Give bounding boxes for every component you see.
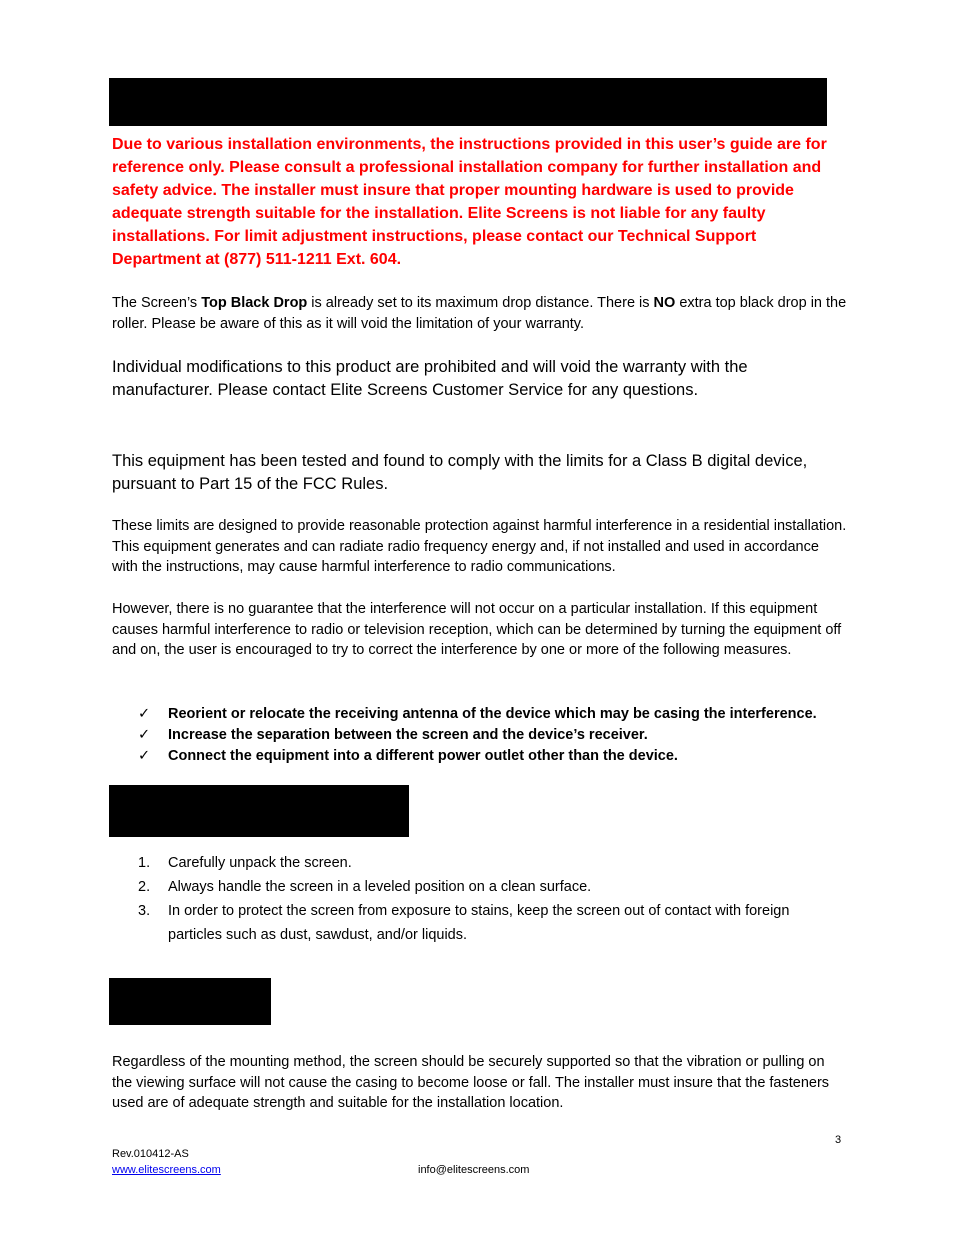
section-header-bar-3 [109, 978, 271, 1025]
guarantee-paragraph: However, there is no guarantee that the interference will not occur on a particular installation. If this equipment causes harmful interference to radio or television reception, which can be determined by turning the equipment off and on, the user is encouraged to try to correct the interference by one or more of the following measures. [112, 601, 842, 659]
measure-item [138, 704, 858, 725]
check-icon: ✓ [138, 748, 151, 764]
website-link[interactable]: www.elitescreens.com [112, 1164, 221, 1176]
top-drop-bold-2: NO [653, 295, 676, 311]
warning-paragraph: Due to various installation environments, the instructions provided in this user’s guide are for reference only. Please consult a professional installation company for further installation and safety advice. The installer must insure that proper mounting hardware is used to provide adequate strength suitable for the installation. Elite Screens is not liable for any faulty installations. For limit adjustment instructions, please contact our Technical Support Department at (877) 511-1211 Ext. 604. [112, 136, 827, 268]
measure-item [138, 725, 858, 746]
top-drop-text-2: is already set to its maximum drop distance. There is [307, 295, 654, 311]
top-drop-bold-1: Top Black Drop [201, 295, 308, 311]
list-number: 2. [138, 879, 151, 895]
list-text: Always handle the screen in a leveled position on a clean surface. [168, 879, 592, 895]
top-drop-text-1: The Screen’s [112, 295, 202, 311]
page-number: 3 [835, 1134, 842, 1146]
list-item [138, 875, 838, 899]
modifications-paragraph: Individual modifications to this product are prohibited and will void the warranty with the manufacturer. Please contact Elite Screens Customer Service for any questions. [112, 358, 748, 399]
section-header-bar-1 [109, 78, 827, 126]
contact-email: info@elitescreens.com [418, 1164, 530, 1176]
measure-text: Connect the equipment into a different power outlet other than the device. [168, 748, 678, 764]
list-number: 3. [138, 903, 151, 919]
revision-code: Rev.010412-AS [112, 1148, 189, 1160]
section-header-bar-2 [109, 785, 409, 837]
top-drop-paragraph [112, 293, 847, 334]
measure-item [138, 746, 858, 767]
check-icon: ✓ [138, 727, 151, 743]
handling-steps-list [138, 851, 838, 947]
measures-checklist [138, 704, 858, 767]
list-number: 1. [138, 855, 151, 871]
top-drop-text-3: extra top black drop in the roller. Please be aware of this as it will void the limitation of your warranty. [112, 295, 847, 332]
fcc-paragraph: This equipment has been tested and found to comply with the limits for a Class B digital device, pursuant to Part 15 of the FCC Rules. [112, 452, 808, 493]
list-item [138, 899, 838, 947]
list-item [138, 851, 838, 875]
mounting-paragraph: Regardless of the mounting method, the screen should be securely supported so that the vibration or pulling on the viewing surface will not cause the casing to become loose or fall. The installer must insure that the fasteners used are of adequate strength and suitable for the installation location. [112, 1054, 830, 1112]
measure-text: Reorient or relocate the receiving antenna of the device which may be casing the interference. [168, 706, 817, 722]
limits-paragraph: These limits are designed to provide reasonable protection against harmful interference in a residential installation. This equipment generates and can radiate radio frequency energy and, if not installed and used in accordance with the instructions, may cause harmful interference to radio communications. [112, 518, 847, 576]
list-text: In order to protect the screen from exposure to stains, keep the screen out of contact with foreign particles such as dust, sawdust, and/or liquids. [168, 903, 790, 943]
measure-text: Increase the separation between the screen and the device’s receiver. [168, 727, 648, 743]
check-icon: ✓ [138, 706, 151, 722]
list-text: Carefully unpack the screen. [168, 855, 352, 871]
